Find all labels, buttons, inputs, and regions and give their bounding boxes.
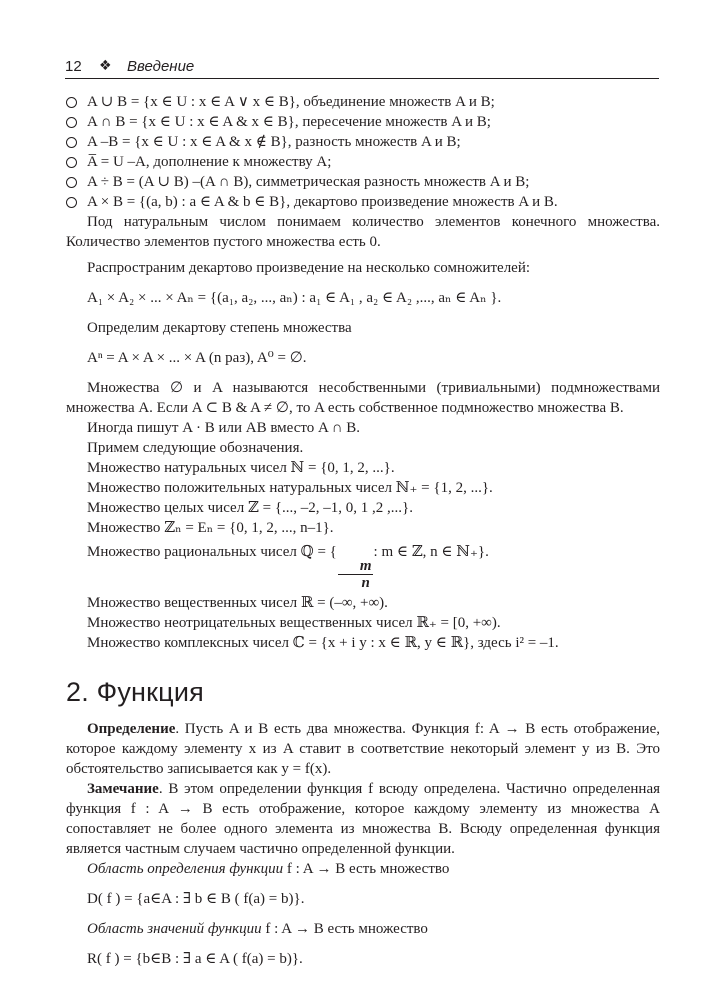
header-section-title: Введение — [127, 58, 195, 75]
notation-line: Множество натуральных чисел ℕ = {0, 1, 2, ...}. — [87, 460, 395, 476]
paragraph-cartesian-power: Определим декартову степень множества — [87, 320, 352, 336]
notation-line: Примем следующие обозначения. — [87, 440, 304, 456]
paragraph-extend-product: Распространим декартово произведение на несколько сомножителей: — [87, 260, 531, 276]
notation-line-rational: Множество рациональных чисел ℚ = { $\frac{m}{n}$ : m ∈ ℤ, n ∈ ℕ₊}. — [87, 544, 489, 591]
list-item: A –B = {x ∈ U : x ∈ A & x ∉ B}, разность множеств A и B; — [66, 132, 660, 152]
circle-bullet-icon — [66, 157, 77, 168]
paragraph-definition: Определение. Пусть A и B есть два множества. Функция f: A → B есть отображение, которое каждому элементу x из A ставит в соответствие некоторый элемент y из B. Это обстоятельство записывается как y = f(x). — [66, 721, 660, 777]
list-item: A ∪ B = {x ∈ U : x ∈ A ∨ x ∈ B}, объединение множеств A и B; — [66, 92, 660, 112]
definition-label: Определение — [87, 721, 176, 737]
fraction — [338, 558, 373, 591]
circle-bullet-icon — [66, 97, 77, 108]
notation-line: Множество комплексных чисел ℂ = {x + i y : x ∈ ℝ, y ∈ ℝ}, здесь i² = –1. — [87, 635, 559, 651]
paragraph-natural-number: Под натуральным числом понимаем количество элементов конечного множества. Количество элементов пустого множества есть 0. — [66, 214, 660, 250]
remark-label: Замечание — [87, 781, 159, 797]
circle-bullet-icon — [66, 117, 77, 128]
circle-bullet-icon — [66, 177, 77, 188]
section-heading: 2. Функция — [66, 677, 204, 707]
list-item: A̅ = U –A, дополнение к множеству A; — [66, 152, 660, 172]
ornament-icon: ❖ — [99, 58, 112, 74]
circle-bullet-icon — [66, 137, 77, 148]
notation-line: Иногда пишут A · B или AB вместо A ∩ B. — [87, 420, 361, 436]
page-number: 12 — [65, 58, 82, 75]
paragraph-remark: Замечание. В этом определении функция f всюду определена. Частично определенная функция f : A → B есть отображение, которое каждому элементу из множества A сопоставляет не более одного элемента из множества B. Всюду определенная функция является частным случаем частично определенной функции. — [66, 781, 660, 857]
notation-line: Множество неотрицательных вещественных чисел ℝ₊ = [0, +∞). — [87, 615, 501, 631]
notation-line: Множество ℤₙ = Eₙ = {0, 1, 2, ..., n–1}. — [87, 520, 334, 536]
formula-cartesian-power: Aⁿ = A × A × ... × A (n раз), A⁰ = ∅. — [87, 350, 307, 366]
fraction-denominator: n — [361, 575, 370, 591]
list-item: A ÷ B = (A ∪ B) –(A ∩ B), симметрическая разность множеств A и B; — [66, 172, 660, 192]
page-content — [66, 92, 660, 969]
notation-line: Множество положительных натуральных чисел ℕ₊ = {1, 2, ...}. — [87, 480, 493, 496]
notation-line: Множество вещественных чисел ℝ = (–∞, +∞). — [87, 595, 388, 611]
list-item: A ∩ B = {x ∈ U : x ∈ A & x ∈ B}, пересечение множеств A и B; — [66, 112, 660, 132]
list-item: A × B = {(a, b) : a ∈ A & b ∈ B}, декартово произведение множеств A и B. — [66, 192, 660, 212]
paragraph-improper-subsets: Множества ∅ и A называются несобственными (тривиальными) подмножествами множества A. Если A ⊂ B & A ≠ ∅, то A есть собственное подмножество множества B. — [66, 380, 660, 416]
fraction-numerator: m — [338, 558, 373, 575]
formula-domain: D( f ) = {a∈A : ∃ b ∈ B ( f(a) = b)}. — [87, 891, 305, 907]
paragraph-range: Область значений функции f : A → B есть множество — [87, 921, 428, 937]
paragraph-domain: Область определения функции f : A → B есть множество — [87, 861, 450, 877]
formula-range: R( f ) = {b∈B : ∃ a ∈ A ( f(a) = b)}. — [87, 951, 303, 967]
notation-line: Множество целых чисел ℤ = {..., –2, –1, 0, 1 ,2 ,...}. — [87, 500, 413, 516]
formula-cartesian-product: A₁ × A₂ × ... × Aₙ = {(a₁, a₂, ..., aₙ) : a₁ ∈ A₁ , a₂ ∈ A₂ ,..., aₙ ∈ Aₙ }. — [87, 290, 502, 306]
circle-bullet-icon — [66, 197, 77, 208]
running-header — [65, 58, 659, 79]
